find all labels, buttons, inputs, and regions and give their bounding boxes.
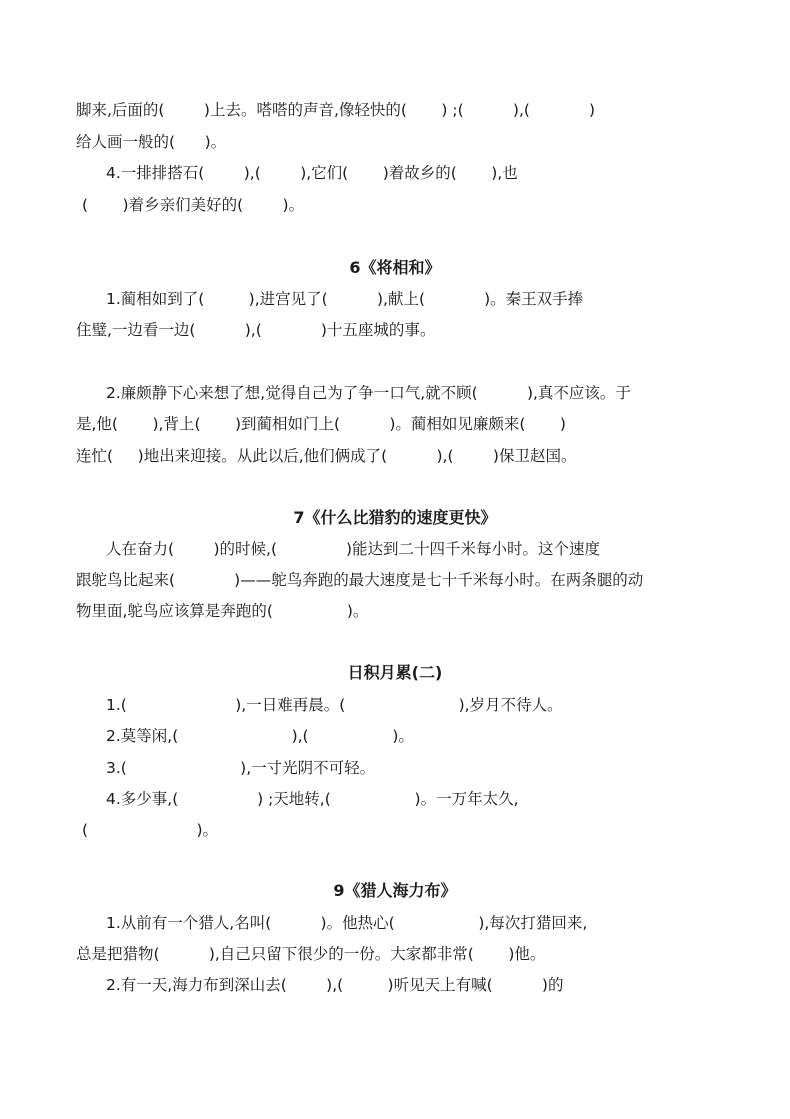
- section-heading-7: 7《什么比猎豹的速度更快》: [293, 508, 497, 527]
- text-line-14: 2.莫等闲,( ),( )。: [106, 727, 414, 745]
- text-line-9: 连忙( )地出来迎接。从此以后,他们俩成了( ),( )保卫赵国。: [76, 447, 577, 465]
- text-line-20: 2.有一天,海力布到深山去( ),( )听见天上有喊( )的: [106, 976, 564, 994]
- text-line-3: 4.一排排搭石( ),( ),它们( )着故乡的( ),也: [106, 164, 518, 182]
- text-line-17: ( )。: [82, 821, 218, 839]
- text-line-12: 物里面,鸵鸟应该算是奔跑的( )。: [76, 602, 369, 620]
- text-line-15: 3.( ),一寸光阴不可轻。: [106, 759, 376, 777]
- text-line-13: 1.( ),一日难再晨。( ),岁月不待人。: [106, 696, 563, 714]
- section-heading-6: 6《将相和》: [349, 258, 441, 277]
- text-line-7: 2.廉颇静下心来想了想,觉得自己为了争一口气,就不顾( ),真不应该。于: [106, 384, 631, 402]
- text-line-16: 4.多少事,( ) ;天地转,( )。一万年太久,: [106, 790, 519, 808]
- section-heading-9: 9《猎人海力布》: [333, 881, 457, 900]
- text-line-1: 脚来,后面的( )上去。嗒嗒的声音,像轻快的( ) ;( ),( ): [76, 101, 596, 119]
- section-heading-rijiyuelei: 日积月累(二): [347, 663, 443, 682]
- text-line-2: 给人画一般的( )。: [76, 133, 227, 151]
- text-line-11: 跟鸵鸟比起来( )——鸵鸟奔跑的最大速度是七十千米每小时。在两条腿的动: [76, 571, 644, 589]
- text-line-10: 人在奋力( )的时候,( )能达到二十四千米每小时。这个速度: [106, 540, 601, 558]
- text-line-18: 1.从前有一个猎人,名叫( )。他热心( ),每次打猎回来,: [106, 914, 588, 932]
- text-line-19: 总是把猎物( ),自己只留下很少的一份。大家都非常( )他。: [76, 945, 546, 963]
- text-line-6: 住璧,一边看一边( ),( )十五座城的事。: [76, 321, 436, 339]
- text-line-8: 是,他( ),背上( )到蔺相如门上( )。蔺相如见廉颇来( ): [76, 415, 566, 433]
- text-line-4: ( )着乡亲们美好的( )。: [82, 196, 305, 214]
- text-line-5: 1.蔺相如到了( ),进宫见了( ),献上( )。秦王双手捧: [106, 290, 584, 308]
